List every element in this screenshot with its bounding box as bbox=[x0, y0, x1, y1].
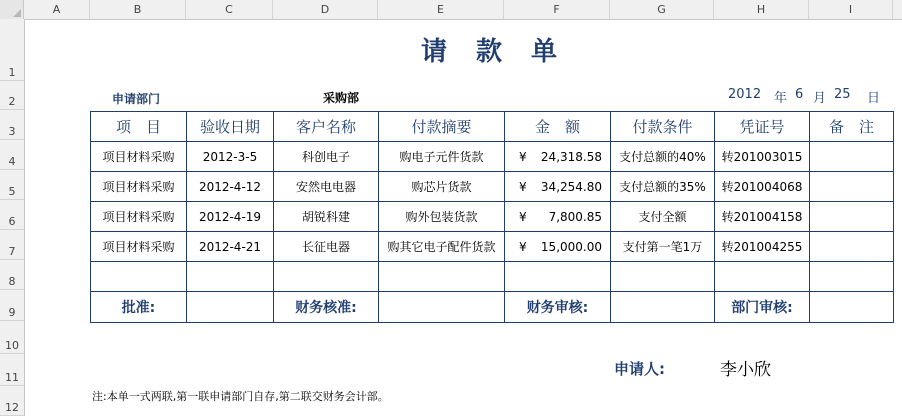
cell-empty[interactable] bbox=[91, 262, 187, 292]
cell-item[interactable]: 项目材料采购 bbox=[91, 232, 187, 262]
cell-summary[interactable]: 购电子元件货款 bbox=[379, 142, 505, 172]
table-header-row bbox=[91, 112, 894, 142]
currency-symbol: ¥ bbox=[519, 179, 527, 194]
header-amount[interactable]: 金 额 bbox=[505, 112, 611, 142]
column-header-c[interactable]: C bbox=[186, 0, 273, 19]
cell-terms[interactable]: 支付第一笔1万 bbox=[611, 232, 715, 262]
dept-review-signature-cell[interactable] bbox=[810, 292, 894, 323]
cell-voucher[interactable]: 转201003015 bbox=[715, 142, 810, 172]
cell-terms[interactable]: 支付全额 bbox=[611, 202, 715, 232]
amount-value: 15,000.00 bbox=[540, 239, 602, 254]
date-month: 6 bbox=[795, 87, 804, 102]
cell-note[interactable] bbox=[810, 232, 894, 262]
cell-empty[interactable] bbox=[505, 262, 611, 292]
table-row bbox=[91, 142, 894, 172]
cell-amount[interactable] bbox=[505, 172, 611, 202]
date-day: 25 bbox=[834, 87, 851, 102]
dept-label: 申请部门 bbox=[112, 92, 161, 106]
table-row bbox=[91, 232, 894, 262]
cell-terms[interactable]: 支付总额的40% bbox=[611, 142, 715, 172]
footnote: 注:本单一式两联,第一联申请部门自存,第二联交财务会计部。 bbox=[92, 390, 389, 403]
cell-empty[interactable] bbox=[379, 262, 505, 292]
form-title: 请 款 单 bbox=[420, 37, 568, 67]
row-header-9[interactable]: 9 bbox=[0, 290, 24, 321]
currency-symbol: ¥ bbox=[519, 239, 527, 254]
cell-note[interactable] bbox=[810, 172, 894, 202]
currency-symbol: ¥ bbox=[519, 149, 527, 164]
column-header-bar bbox=[0, 0, 902, 20]
cell-empty[interactable] bbox=[810, 262, 894, 292]
column-header-b[interactable]: B bbox=[90, 0, 186, 19]
finance-review-signature-cell[interactable] bbox=[611, 292, 715, 323]
cell-voucher[interactable]: 转201004255 bbox=[715, 232, 810, 262]
row-header-12[interactable]: 12 bbox=[0, 386, 24, 416]
column-header-d[interactable]: D bbox=[273, 0, 378, 19]
header-note[interactable]: 备 注 bbox=[810, 112, 894, 142]
finance-review-label[interactable]: 财务审核: bbox=[505, 292, 611, 323]
column-header-e[interactable]: E bbox=[378, 0, 504, 19]
cell-item[interactable]: 项目材料采购 bbox=[91, 202, 187, 232]
row-header-6[interactable]: 6 bbox=[0, 200, 24, 230]
row-header-5[interactable]: 5 bbox=[0, 170, 24, 200]
cell-summary[interactable]: 购其它电子配件货款 bbox=[379, 232, 505, 262]
date-year: 2012 bbox=[728, 87, 762, 102]
header-customer[interactable]: 客户名称 bbox=[274, 112, 379, 142]
signature-row bbox=[91, 292, 894, 323]
header-summary[interactable]: 付款摘要 bbox=[379, 112, 505, 142]
row-header-1[interactable]: 1 bbox=[0, 19, 24, 81]
currency-symbol: ¥ bbox=[519, 209, 527, 224]
table-row bbox=[91, 172, 894, 202]
cell-empty[interactable] bbox=[187, 262, 274, 292]
cell-item[interactable]: 项目材料采购 bbox=[91, 172, 187, 202]
column-header-f[interactable]: F bbox=[504, 0, 610, 19]
table-row bbox=[91, 202, 894, 232]
cell-customer[interactable]: 安然电电器 bbox=[274, 172, 379, 202]
finance-check-label[interactable]: 财务核准: bbox=[274, 292, 379, 323]
cell-voucher[interactable]: 转201004158 bbox=[715, 202, 810, 232]
cell-customer[interactable]: 胡锐科建 bbox=[274, 202, 379, 232]
cell-customer[interactable]: 科创电子 bbox=[274, 142, 379, 172]
applicant-name: 李小欣 bbox=[720, 360, 771, 380]
column-header-g[interactable]: G bbox=[610, 0, 714, 19]
cell-date[interactable]: 2012-3-5 bbox=[187, 142, 274, 172]
cell-summary[interactable]: 购芯片货款 bbox=[379, 172, 505, 202]
date-day-unit: 日 bbox=[867, 91, 881, 106]
cell-empty[interactable] bbox=[715, 262, 810, 292]
header-terms[interactable]: 付款条件 bbox=[611, 112, 715, 142]
cell-date[interactable]: 2012-4-21 bbox=[187, 232, 274, 262]
amount-value: 24,318.58 bbox=[540, 149, 602, 164]
approve-label[interactable]: 批准: bbox=[91, 292, 187, 323]
finance-check-signature-cell[interactable] bbox=[379, 292, 505, 323]
date-year-unit: 年 bbox=[774, 91, 788, 106]
approve-signature-cell[interactable] bbox=[187, 292, 274, 323]
dept-review-label[interactable]: 部门审核: bbox=[715, 292, 810, 323]
column-header-i[interactable]: I bbox=[809, 0, 893, 19]
header-voucher[interactable]: 凭证号 bbox=[715, 112, 810, 142]
column-header-h[interactable]: H bbox=[714, 0, 809, 19]
header-date[interactable]: 验收日期 bbox=[187, 112, 274, 142]
cell-summary[interactable]: 购外包装货款 bbox=[379, 202, 505, 232]
applicant-label: 申请人: bbox=[614, 360, 665, 378]
cell-date[interactable]: 2012-4-12 bbox=[187, 172, 274, 202]
cell-date[interactable]: 2012-4-19 bbox=[187, 202, 274, 232]
select-all-corner[interactable] bbox=[0, 0, 24, 19]
cell-amount[interactable] bbox=[505, 202, 611, 232]
amount-value: 7,800.85 bbox=[548, 209, 602, 224]
row-header-8[interactable]: 8 bbox=[0, 260, 24, 290]
cell-note[interactable] bbox=[810, 142, 894, 172]
cell-empty[interactable] bbox=[274, 262, 379, 292]
cell-item[interactable]: 项目材料采购 bbox=[91, 142, 187, 172]
row-header-4[interactable]: 4 bbox=[0, 140, 24, 170]
cell-note[interactable] bbox=[810, 202, 894, 232]
column-header-a[interactable]: A bbox=[24, 0, 90, 19]
row-header-7[interactable]: 7 bbox=[0, 230, 24, 260]
amount-value: 34,254.80 bbox=[540, 179, 602, 194]
table-row-empty bbox=[91, 262, 894, 292]
cell-customer[interactable]: 长征电器 bbox=[274, 232, 379, 262]
cell-terms[interactable]: 支付总额的35% bbox=[611, 172, 715, 202]
cell-amount[interactable] bbox=[505, 232, 611, 262]
row-header-10[interactable]: 10 bbox=[0, 321, 24, 354]
cell-amount[interactable] bbox=[505, 142, 611, 172]
row-header-2[interactable]: 2 bbox=[0, 81, 24, 110]
date-month-unit: 月 bbox=[813, 91, 827, 106]
row-header-3[interactable]: 3 bbox=[0, 110, 24, 140]
row-header-bar bbox=[0, 19, 25, 416]
cell-voucher[interactable]: 转201004068 bbox=[715, 172, 810, 202]
cell-empty[interactable] bbox=[611, 262, 715, 292]
payment-request-table bbox=[90, 111, 894, 323]
dept-value: 采购部 bbox=[323, 91, 360, 105]
header-item[interactable]: 项 目 bbox=[91, 112, 187, 142]
row-header-11[interactable]: 11 bbox=[0, 354, 24, 386]
